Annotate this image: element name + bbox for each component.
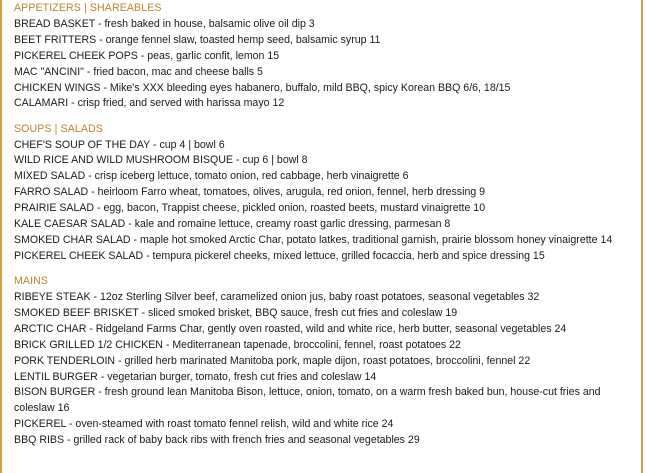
menu-item: CHICKEN WINGS - Mike's XXX bleeding eyes habanero, buffalo, mild BBQ, spicy Korean BBQ 6/6, 18/15 [14, 81, 511, 94]
section-heading: MAINS [14, 275, 49, 288]
menu-item: PRAIRIE SALAD - egg, bacon, Trappist cheese, pickled onion, roasted beets, mustard vinaigrette 10 [14, 202, 486, 215]
menu-item: WILD RICE AND WILD MUSHROOM BISQUE - cup 6 | bowl 8 [14, 154, 308, 167]
menu-item: SMOKED BEEF BRISKET - sliced smoked brisket, BBQ sauce, fresh cut fries and coleslaw 19 [14, 306, 458, 319]
menu-item: BBQ RIBS - grilled rack of baby back ribs with french fries and seasonal vegetables 29 [14, 434, 420, 447]
menu-item: SMOKED CHAR SALAD - maple hot smoked Arctic Char, potato latkes, traditional garnish, prairie blossom honey vinaigrette 14 [14, 233, 613, 246]
menu-item: BREAD BASKET - fresh baked in house, balsamic olive oil dip 3 [14, 17, 315, 30]
menu-item: PICKEREL CHEEK POPS - peas, garlic confit, lemon 15 [14, 49, 280, 62]
left-border-rule [0, 0, 2, 473]
section-soups-salads [14, 122, 636, 265]
menu-item: CALAMARI - crisp fried, and served with harissa mayo 12 [14, 97, 285, 110]
section-heading: SOUPS | SALADS [14, 122, 103, 135]
menu-item: LENTIL BURGER - vegetarian burger, tomato, fresh cut fries and coleslaw 14 [14, 370, 377, 383]
menu-item: CHEF'S SOUP OF THE DAY - cup 4 | bowl 6 [14, 138, 225, 151]
menu [14, 1, 636, 458]
section-appetizers [14, 1, 636, 112]
menu-item: PICKEREL CHEEK SALAD - tempura pickerel cheeks, mixed lettuce, grilled focaccia, herb and spice dressing 15 [14, 249, 545, 262]
menu-item: ARCTIC CHAR - Ridgeland Farms Char, gently oven roasted, wild and white rice, herb butter, seasonal vegetables 24 [14, 322, 567, 335]
menu-item: PORK TENDERLOIN - grilled herb marinated Manitoba pork, maple dijon, roast potatoes, broccolini, fennel 22 [14, 354, 531, 367]
menu-item: FARRO SALAD - heirloom Farro wheat, tomatoes, olives, arugula, red onion, fennel, herb dressing 9 [14, 186, 486, 199]
menu-item: RIBEYE STEAK - 12oz Sterling Silver beef, caramelized onion jus, baby roast potatoes, seasonal vegetables 32 [14, 291, 540, 303]
right-border-rule [641, 0, 643, 473]
menu-item: BISON BURGER - fresh ground lean Manitoba Bison, lettuce, onion, tomato, on a warm fresh baked bun, house-cut fries and coleslaw 16 [14, 386, 601, 415]
menu-item: BRICK GRILLED 1/2 CHICKEN - Mediterranean tapenade, broccolini, fennel, roast potatoes 22 [14, 338, 461, 351]
section-mains [14, 274, 636, 449]
menu-item: KALE CAESAR SALAD - kale and romaine lettuce, creamy roast garlic dressing, parmesan 8 [14, 218, 451, 231]
section-heading: APPETIZERS | SHAREABLES [14, 2, 162, 14]
menu-item: BEET FRITTERS - orange fennel slaw, toasted hemp seed, balsamic syrup 11 [14, 33, 381, 46]
menu-item: MAC "ANCINI" - fried bacon, mac and cheese balls 5 [14, 65, 263, 78]
menu-item: MIXED SALAD - crisp iceberg lettuce, tomato onion, red cabbage, herb vinaigrette 6 [14, 170, 409, 183]
menu-item: PICKEREL - oven-steamed with roast tomato fennel relish, wild and white rice 24 [14, 418, 394, 431]
